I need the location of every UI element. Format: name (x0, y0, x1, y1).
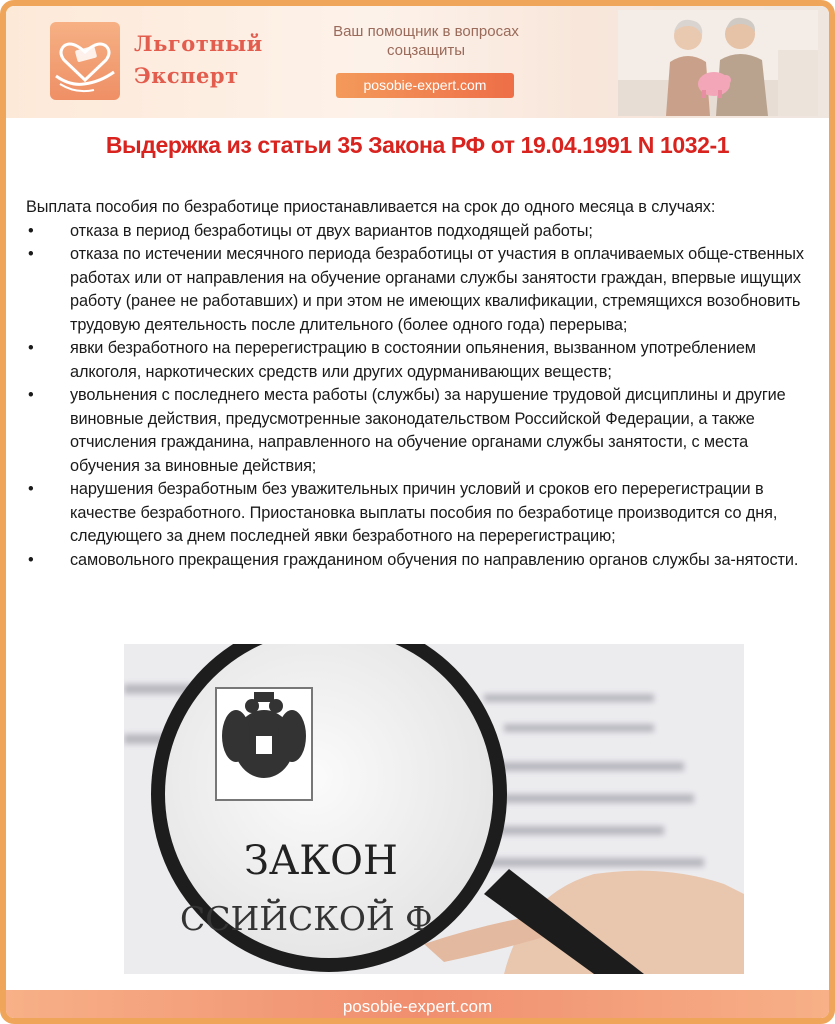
list-item (26, 220, 816, 244)
bullet-icon: • (28, 550, 34, 569)
intro-paragraph: Выплата пособия по безработице приостанавливается на срок до одного месяца в случаях: (26, 198, 716, 216)
bullet-icon: • (28, 339, 34, 357)
brand-line-1: Льготный (134, 31, 263, 56)
list-item-text: увольнения с последнего места работы (службы) за нарушение трудовой дисциплины и другие виновные действия, предусмотренные законодательством Российской Федерации, а также отчисления гражданина, направленного на обучение органами службы занятости, с места обучения за виновные действия; (70, 386, 786, 475)
list-item-text: явки безработного на перерегистрацию в состоянии опьянения, вызванном употреблением алкоголя, наркотических средств или других одурманивающих веществ; (70, 339, 756, 381)
magnifier-law-image (124, 644, 744, 974)
list-item (26, 478, 816, 549)
article-excerpt (26, 196, 816, 572)
footer-site-link[interactable]: posobie-expert.com (6, 990, 829, 1024)
brand-name (134, 28, 263, 92)
list-item-text: самовольного прекращения гражданином обучения по направлению органов службы за-нятости. (70, 550, 799, 569)
bullet-icon: • (28, 221, 34, 240)
list-item (26, 337, 816, 384)
header-banner (6, 6, 829, 118)
brand-line-2: Эксперт (134, 63, 239, 88)
bullet-icon: • (28, 386, 34, 404)
list-item-text: отказа по истечении месячного периода безработицы от участия в оплачиваемых обще-ственных работах или от направления на обучение органами службы занятости граждан, впервые ищущих работу (ранее не работавших) и при этом не имеющих квалификации, стремящихся возобновить трудовую деятельность после длительного (более одного года) перерыва; (70, 245, 804, 334)
law-word: ЗАКОН (244, 838, 398, 884)
list-item (26, 549, 816, 573)
list-item-text: нарушения безработным без уважительных причин условий и сроков его перерегистрации в качестве безработного. Приостановка выплаты пособия по безработице производится со дня, следующего за днем последней явки безработного на перерегистрацию; (70, 480, 778, 545)
list-item-text: отказа в период безработицы от двух вариантов подходящей работы; (70, 221, 593, 240)
header-site-link[interactable]: posobie-expert.com (336, 73, 514, 98)
bullet-icon: • (28, 245, 34, 263)
tagline: Ваш помощник в вопросах соцзащиты (333, 23, 519, 59)
bullet-icon: • (28, 480, 34, 498)
conditions-list (26, 220, 816, 573)
law-subtext: ССИЙСКОЙ Ф (180, 899, 433, 938)
elderly-couple-photo (618, 10, 818, 116)
list-item (26, 243, 816, 337)
logo-hand-heart-icon (50, 22, 120, 100)
page-title: Выдержка из статьи 35 Закона РФ от 19.04.1991 N 1032-1 (105, 132, 730, 158)
list-item (26, 384, 816, 478)
